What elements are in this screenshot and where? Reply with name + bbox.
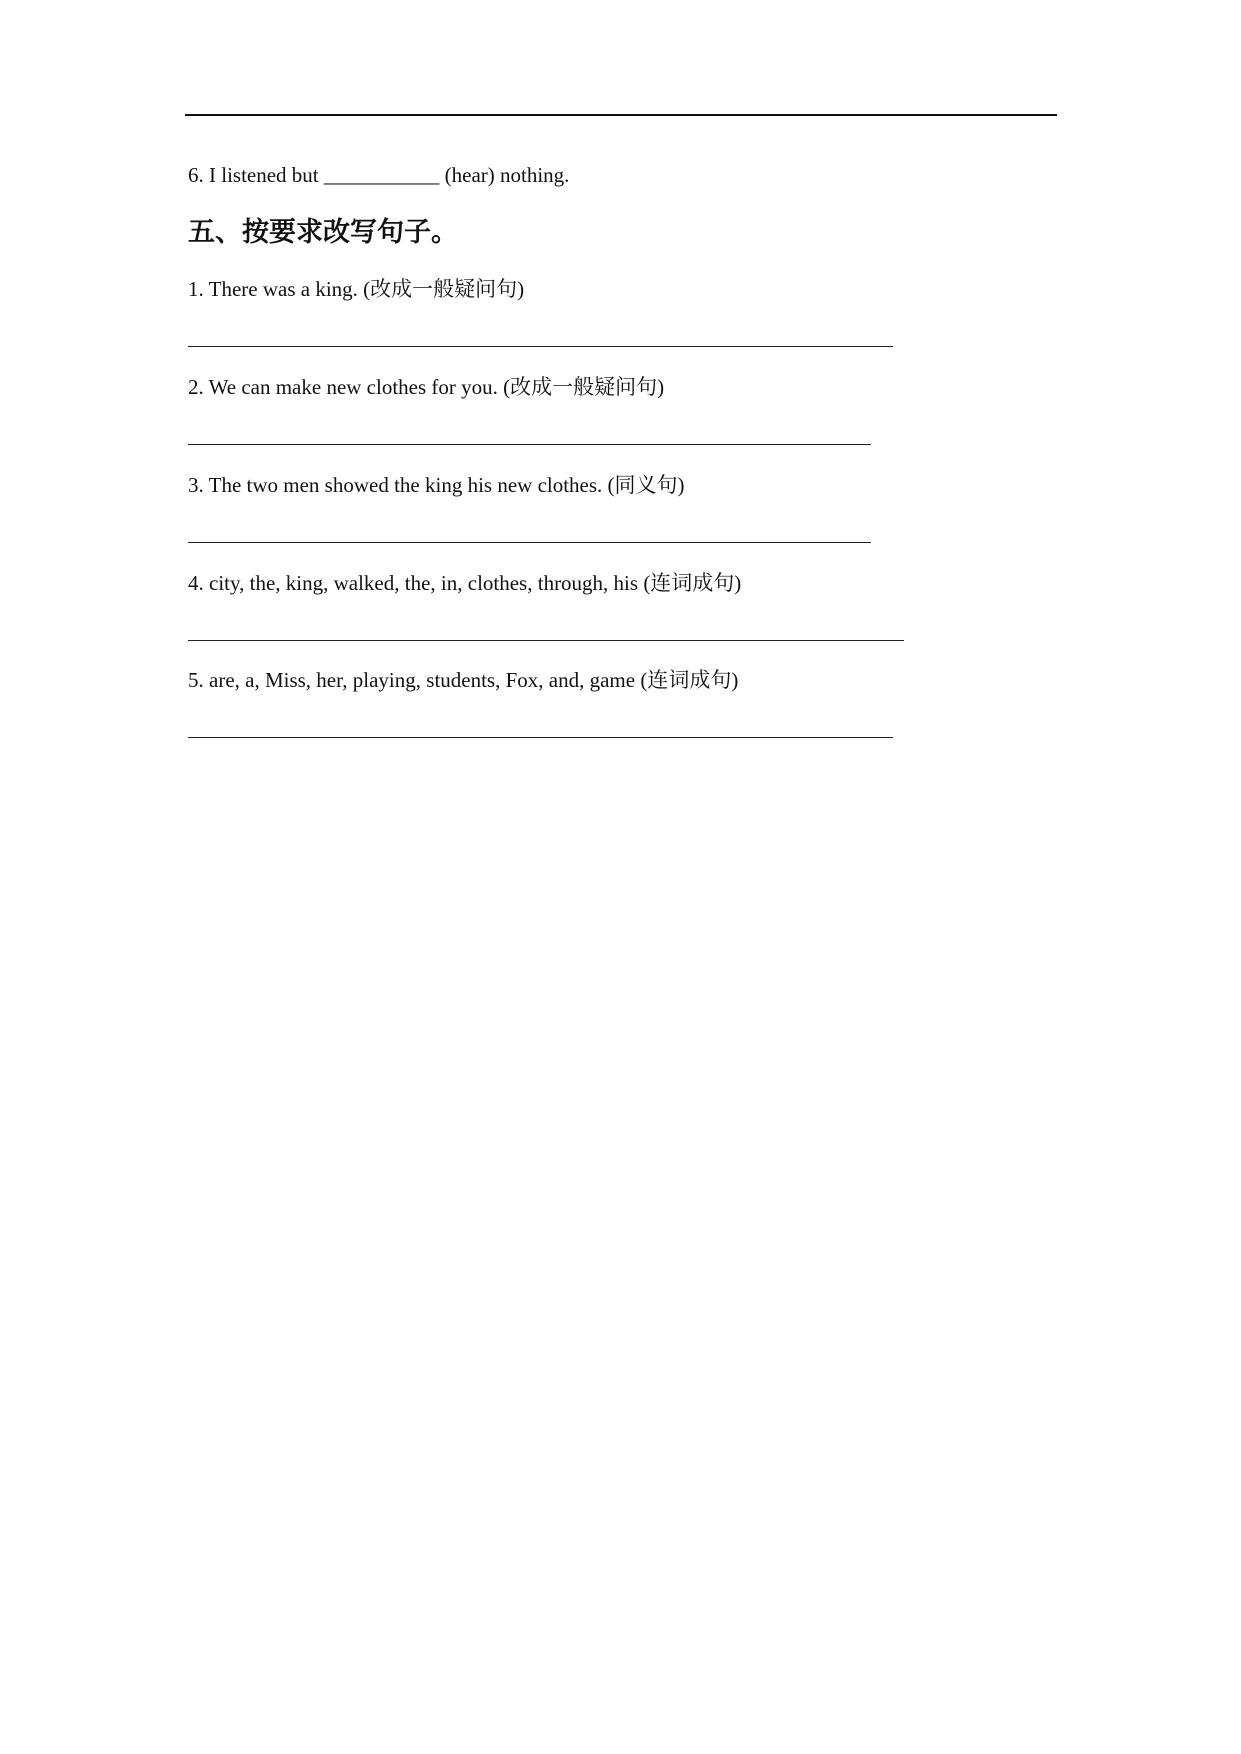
rewrite-item-5: 5. are, a, Miss, her, playing, students, Fox, and, game (连词成句) — [188, 668, 739, 692]
rewrite-item-4: 4. city, the, king, walked, the, in, clothes, through, his (连词成句) — [188, 571, 742, 595]
answer-line-4[interactable] — [188, 640, 904, 641]
answer-line-2[interactable] — [188, 444, 871, 445]
section-heading: 五、按要求改写句子。 — [188, 217, 458, 248]
page-header-rule — [185, 114, 1057, 116]
rewrite-item-3: 3. The two men showed the king his new clothes. (同义句) — [188, 473, 685, 497]
rewrite-item-1: 1. There was a king. (改成一般疑问句) — [188, 277, 525, 301]
exercise-item-6: 6. I listened but ___________ (hear) nothing. — [188, 163, 570, 187]
answer-line-3[interactable] — [188, 542, 871, 543]
rewrite-item-2: 2. We can make new clothes for you. (改成一般疑问句) — [188, 375, 665, 399]
answer-line-1[interactable] — [188, 346, 893, 347]
answer-line-5[interactable] — [188, 737, 893, 738]
